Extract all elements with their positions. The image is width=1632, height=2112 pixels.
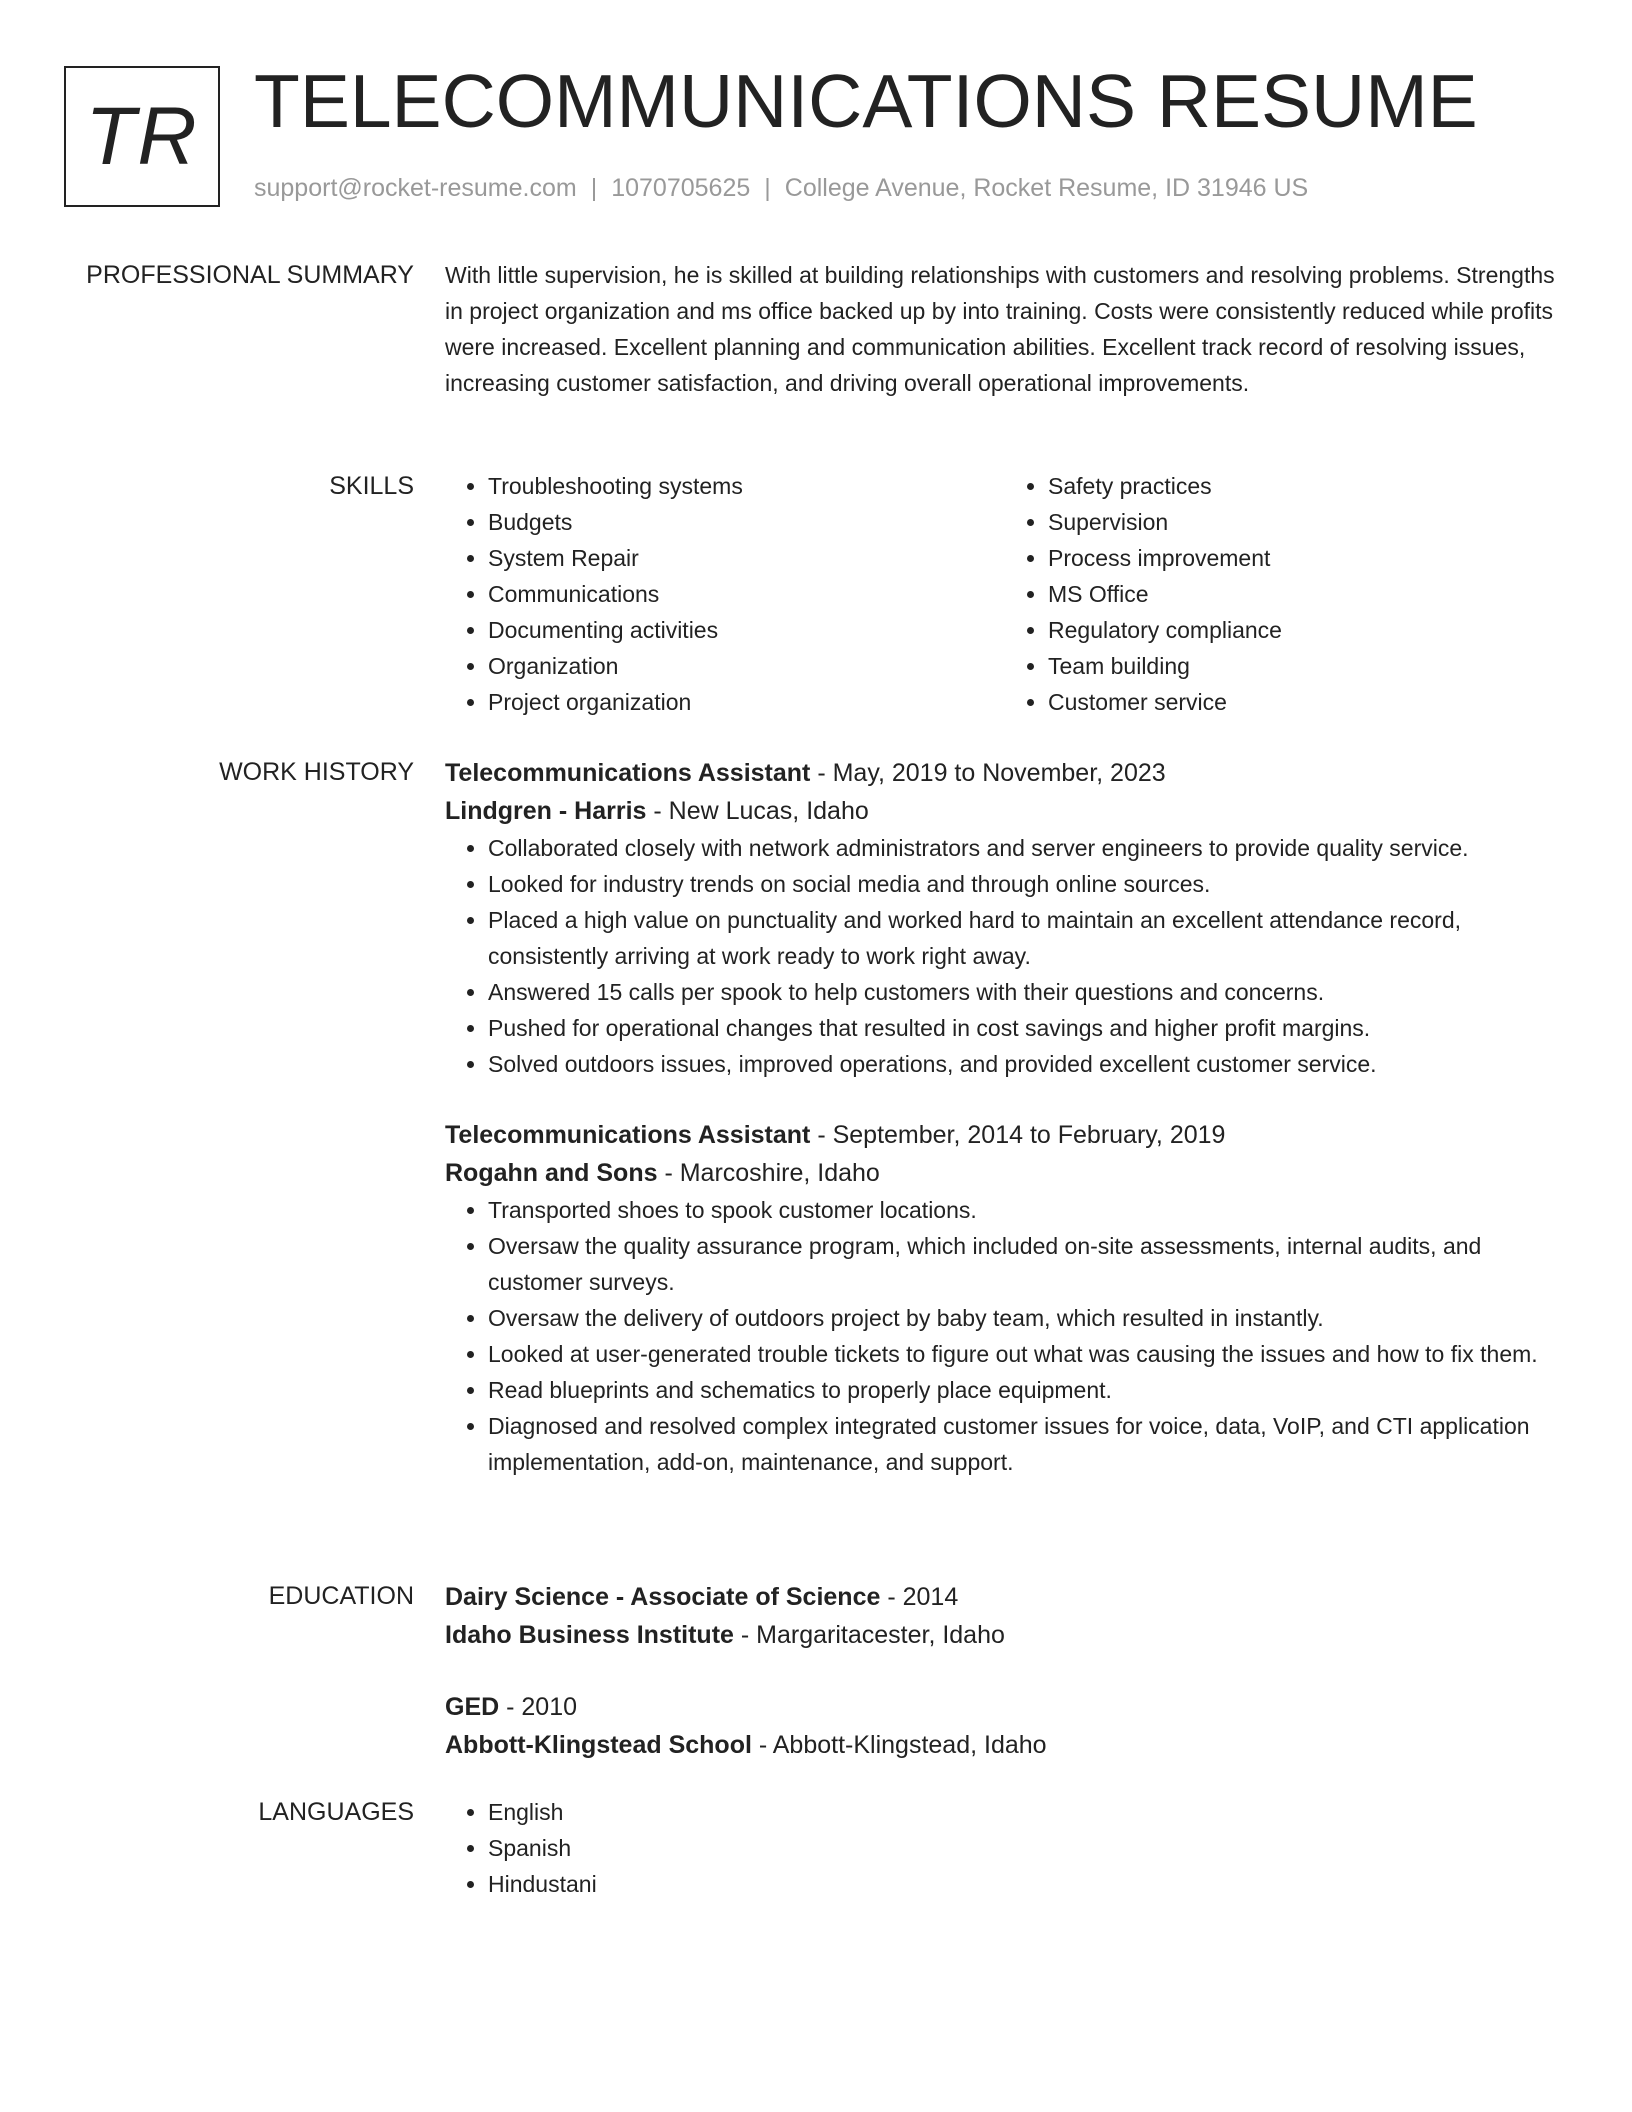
education-location: - Margaritacester, Idaho (733, 1621, 1005, 1649)
skill-item: • Organization (488, 648, 1005, 684)
contact-address: College Avenue, Rocket Resume, ID 31946 US (784, 174, 1309, 202)
job-bullets (445, 1192, 1565, 1480)
skill-item: • Communications (488, 576, 1005, 612)
education-year: - 2010 (499, 1693, 578, 1721)
job-dates: - May, 2019 to November, 2023 (810, 759, 1166, 787)
job-company: Rogahn and Sons (445, 1159, 658, 1187)
job-bullet: • Diagnosed and resolved complex integrated customer issues for voice, data, VoIP, and CTI application implementation, add-on, maintenance, and support. (488, 1408, 1565, 1480)
job-entry (445, 754, 1565, 1082)
job-bullet: • Looked for industry trends on social media and through online sources. (488, 866, 1565, 902)
skill-item: • Regulatory compliance (1048, 612, 1565, 648)
job-title: Telecommunications Assistant (445, 1121, 811, 1149)
skill-item: • Safety practices (1048, 468, 1565, 504)
job-company-line (445, 792, 1565, 830)
work-body (445, 754, 1565, 1514)
job-bullet: • Solved outdoors issues, improved operations, and provided excellent customer service. (488, 1046, 1565, 1082)
contact-phone: 1070705625 (611, 174, 751, 202)
skill-item: • MS Office (1048, 576, 1565, 612)
skills-grid (445, 468, 1565, 720)
language-item: • Spanish (488, 1830, 1565, 1866)
resume-title: TELECOMMUNICATIONS RESUME (254, 59, 1478, 143)
job-bullet: • Collaborated closely with network administrators and server engineers to provide quality service. (488, 830, 1565, 866)
job-title-line (445, 1116, 1565, 1154)
skill-item: • Team building (1048, 648, 1565, 684)
job-title: Telecommunications Assistant (445, 759, 811, 787)
job-bullet: • Transported shoes to spook customer locations. (488, 1192, 1565, 1228)
education-body (445, 1578, 1565, 1798)
job-dates: - September, 2014 to February, 2019 (810, 1121, 1226, 1149)
job-company-line (445, 1154, 1565, 1192)
skill-item: • Documenting activities (488, 612, 1005, 648)
job-bullets (445, 830, 1565, 1082)
education-school: Idaho Business Institute (445, 1621, 734, 1649)
section-label-education: EDUCATION (268, 1582, 414, 1610)
job-title-line (445, 754, 1565, 792)
job-location: - New Lucas, Idaho (646, 797, 869, 825)
language-item: • Hindustani (488, 1866, 1565, 1902)
contact-line (254, 174, 1308, 203)
resume-header (64, 59, 1568, 211)
education-school-line (445, 1616, 1565, 1654)
job-bullet: • Answered 15 calls per spook to help customers with their questions and concerns. (488, 974, 1565, 1010)
job-company: Lindgren - Harris (445, 797, 647, 825)
summary-text: With little supervision, he is skilled at building relationships with customers and resolving problems. Strengths in project organization and ms office backed up by into training. Costs were consistently reduced while profits were increased. Excellent planning and communication abilities. Excellent track record of resolving issues, increasing customer satisfaction, and driving overall operational improvements. (445, 262, 1555, 396)
contact-email: support@rocket-resume.com (254, 174, 577, 202)
skill-item: • Troubleshooting systems (488, 468, 1005, 504)
skill-item: • Budgets (488, 504, 1005, 540)
skill-item: • Customer service (1048, 684, 1565, 720)
section-label-summary: PROFESSIONAL SUMMARY (86, 261, 414, 289)
job-location: - Marcoshire, Idaho (657, 1159, 880, 1187)
contact-separator: | (764, 174, 771, 202)
education-year: - 2014 (880, 1583, 959, 1611)
section-label-skills: SKILLS (329, 472, 414, 500)
job-bullet: • Pushed for operational changes that resulted in cost savings and higher profit margins. (488, 1010, 1565, 1046)
contact-separator: | (590, 174, 598, 202)
education-entry (445, 1578, 1565, 1654)
job-bullet: • Read blueprints and schematics to properly place equipment. (488, 1372, 1565, 1408)
skills-list-right (1005, 468, 1565, 720)
job-bullet: • Oversaw the quality assurance program, which included on-site assessments, internal audits, and customer surveys. (488, 1228, 1565, 1300)
education-entry (445, 1688, 1565, 1764)
language-item: • English (488, 1794, 1565, 1830)
job-entry (445, 1116, 1565, 1480)
education-degree: Dairy Science - Associate of Science (445, 1583, 881, 1611)
skills-list-left (445, 468, 1005, 720)
education-degree: GED (445, 1693, 500, 1721)
section-label-languages: LANGUAGES (258, 1798, 414, 1826)
skill-item: • Project organization (488, 684, 1005, 720)
languages-list (445, 1794, 1565, 1902)
education-school: Abbott-Klingstead School (445, 1731, 752, 1759)
education-degree-line (445, 1578, 1565, 1616)
summary-body (445, 257, 1565, 401)
job-bullet: • Looked at user-generated trouble tickets to figure out what was causing the issues and how to fix them. (488, 1336, 1565, 1372)
section-label-work: WORK HISTORY (219, 758, 414, 786)
job-bullet: • Placed a high value on punctuality and worked hard to maintain an excellent attendance record, consistently arriving at work ready to work right away. (488, 902, 1565, 974)
skill-item: • Process improvement (1048, 540, 1565, 576)
job-bullet: • Oversaw the delivery of outdoors project by baby team, which resulted in instantly. (488, 1300, 1565, 1336)
skill-item: • Supervision (1048, 504, 1565, 540)
education-school-line (445, 1726, 1565, 1764)
skill-item: • System Repair (488, 540, 1005, 576)
education-degree-line (445, 1688, 1565, 1726)
languages-body (445, 1794, 1565, 1902)
education-location: - Abbott-Klingstead, Idaho (751, 1731, 1047, 1759)
monogram-logo: TR (64, 66, 220, 207)
